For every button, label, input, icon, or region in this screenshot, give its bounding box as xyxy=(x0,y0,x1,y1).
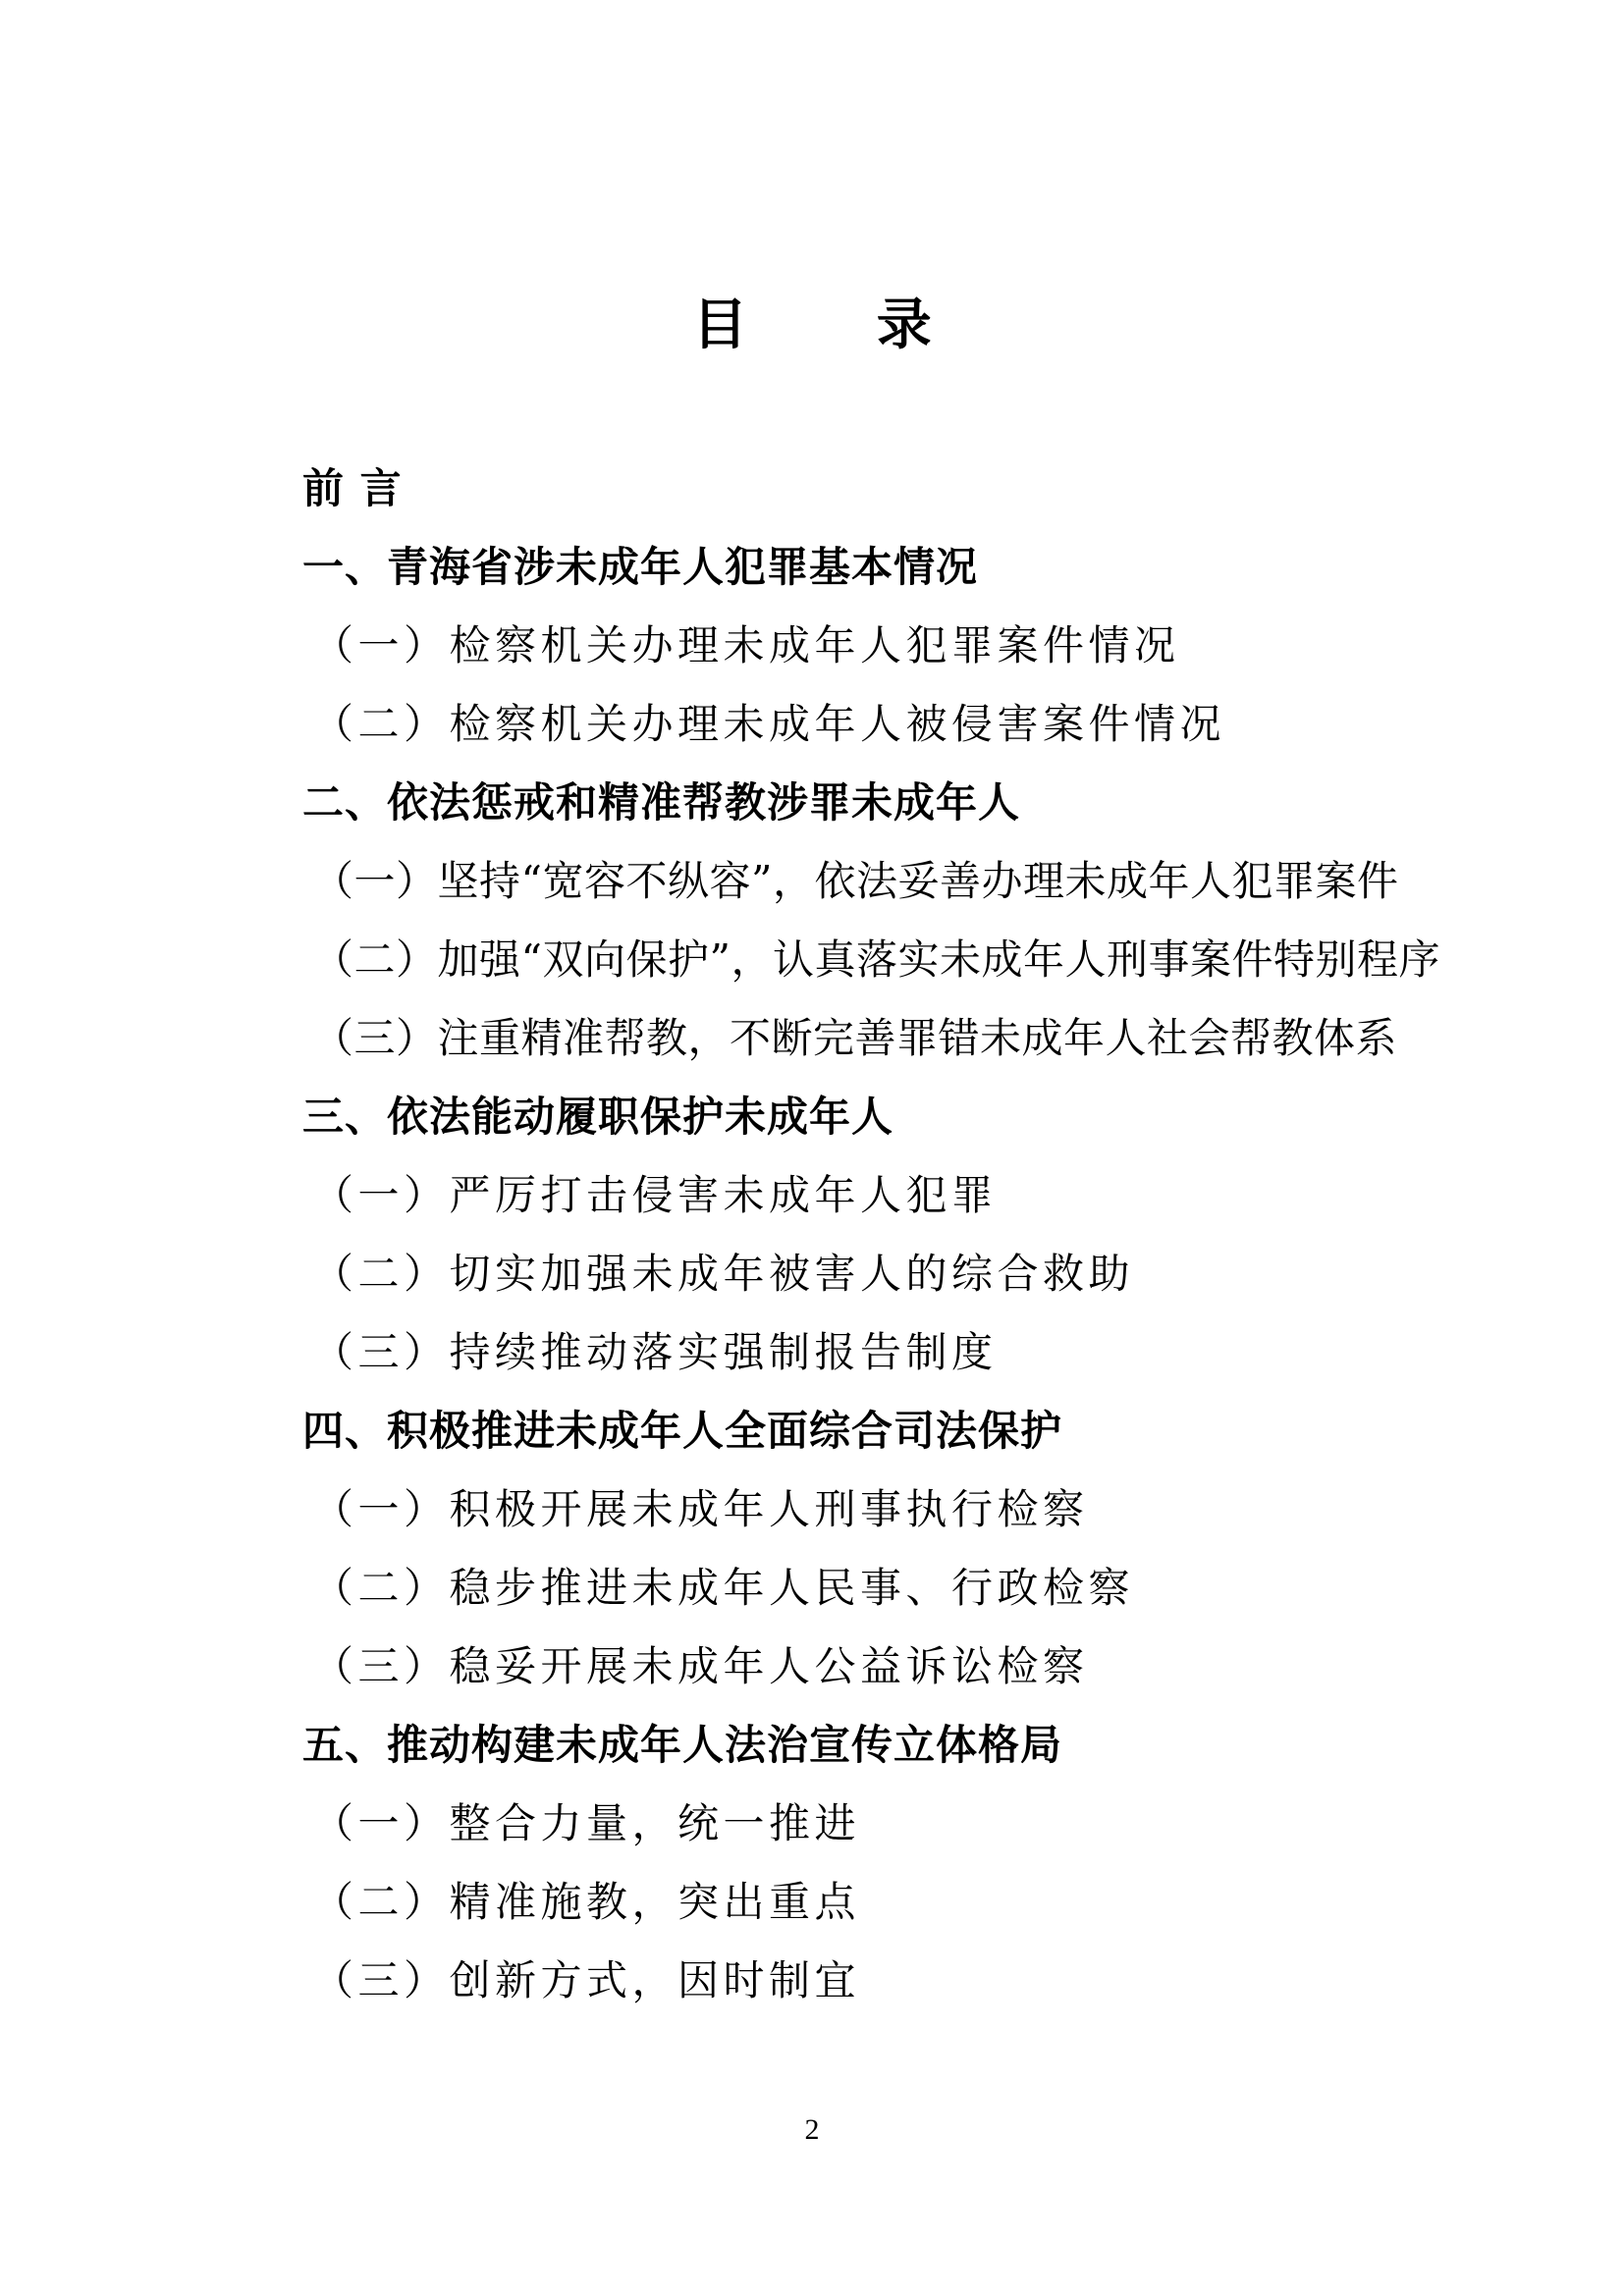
toc-entry-section-5-1: （一）整合力量，统一推进 xyxy=(312,1799,861,1847)
toc-entry-section-4: 四、积极推进未成年人全面综合司法保护 xyxy=(302,1407,1063,1455)
toc-entry-section-3-2: （二）切实加强未成年被害人的综合救助 xyxy=(312,1250,1135,1298)
page-number: 2 xyxy=(804,2113,820,2146)
toc-entry-section-4-2: （二）稳步推进未成年人民事、行政检察 xyxy=(312,1564,1135,1612)
toc-entry-section-2-3: （三）注重精准帮教，不断完善罪错未成年人社会帮教体系 xyxy=(312,1014,1398,1062)
toc-entry-section-2: 二、依法惩戒和精准帮教涉罪未成年人 xyxy=(302,778,1021,827)
toc-entry-section-4-3: （三）稳妥开展未成年人公益诉讼检察 xyxy=(312,1642,1089,1690)
toc-entry-section-5-2: （二）精准施教，突出重点 xyxy=(312,1878,861,1926)
toc-entry-section-1-2: （二）检察机关办理未成年人被侵害案件情况 xyxy=(312,700,1226,748)
toc-entry-section-2-1: （一）坚持“宽容不纵容”，依法妥善办理未成年人犯罪案件 xyxy=(312,857,1399,905)
toc-entry-section-3-1: （一）严厉打击侵害未成年人犯罪 xyxy=(312,1171,998,1219)
toc-entry-section-5-3: （三）创新方式，因时制宜 xyxy=(312,1956,861,2004)
toc-entry-section-3: 三、依法能动履职保护未成年人 xyxy=(302,1093,894,1141)
toc-entry-section-2-2: （二）加强“双向保护”，认真落实未成年人刑事案件特别程序 xyxy=(312,935,1440,984)
toc-entry-section-1-1: （一）检察机关办理未成年人犯罪案件情况 xyxy=(312,621,1180,669)
table-of-contents xyxy=(0,450,1624,2020)
toc-entry-section-5: 五、推动构建未成年人法治宣传立体格局 xyxy=(302,1721,1063,1769)
toc-entry-section-1: 一、青海省涉未成年人犯罪基本情况 xyxy=(302,543,979,591)
toc-entry-section-4-1: （一）积极开展未成年人刑事执行检察 xyxy=(312,1485,1089,1533)
toc-title: 目 录 xyxy=(692,294,987,357)
toc-entry-preface: 前 言 xyxy=(302,464,403,512)
toc-entry-section-3-3: （三）持续推动落实强制报告制度 xyxy=(312,1328,998,1376)
